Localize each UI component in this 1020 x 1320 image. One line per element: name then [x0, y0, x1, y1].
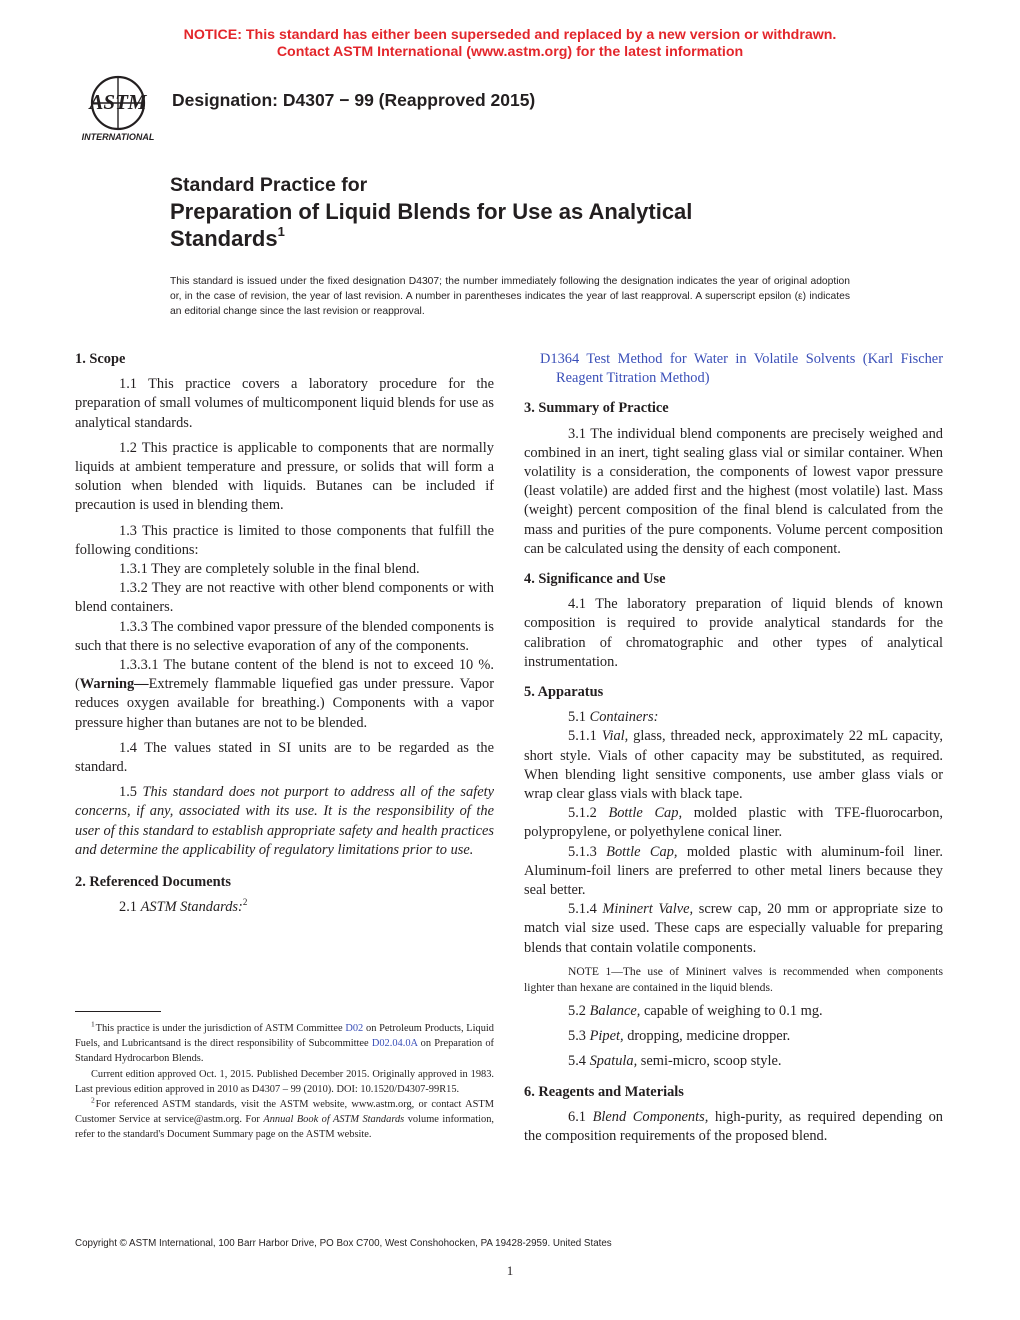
para-5-4-num: 5.4 [568, 1053, 586, 1070]
para-1-3-2: 1.3.2 They are not reactive with other blend components or with blend containers. [75, 580, 494, 616]
committee-link[interactable]: D02 [345, 1023, 364, 1034]
para-2-1-num: 2.1 [119, 899, 137, 916]
subcommittee-link[interactable]: D02.04.0A [371, 1038, 418, 1050]
para-5-1-1-num: 5.1.1 [568, 728, 597, 745]
title-main: Preparation of Liquid Blends for Use as Analytical Standards [170, 199, 693, 251]
footnote-rule [75, 1011, 161, 1012]
para-5-2 [524, 1002, 943, 1021]
left-column [75, 350, 494, 917]
right-column [524, 350, 943, 1146]
footnote-2 [75, 1097, 494, 1143]
section-heading-apparatus: 5. Apparatus [524, 684, 604, 701]
para-5-3 [524, 1027, 943, 1046]
para-5-1-2-num: 5.1.2 [568, 805, 597, 822]
para-5-3-text: dropping, medicine dropper. [627, 1028, 791, 1045]
title-line-2 [170, 198, 790, 252]
footnote-1 [75, 1021, 494, 1067]
para-1-1: 1.1 This practice covers a laboratory procedure for the preparation of small volumes of multicomponent liquid blends for use as analytical standards. [75, 376, 494, 431]
para-5-1-num: 5.1 [568, 709, 586, 726]
para-5-2-text: capable of weighing to 0.1 mg. [643, 1002, 823, 1019]
footnote-1-text-c: on Preparation of Standard Hydrocarbon Blends. [75, 1038, 494, 1065]
para-5-1-1-text: glass, threaded neck, approximately 22 mL capacity, short style. Vials of other capacity may be substituted, as required. When blending light sensitive components, use amber glass vials or wrap clear glass vials with black tape. [524, 728, 943, 803]
page-number: 1 [506, 1263, 514, 1278]
para-1-3-3-1-a: 1.3.3.1 The butane content of the blend is not to exceed 10 %. ( [75, 657, 494, 693]
para-5-1-2-text: molded plastic with TFE-fluorocarbon, polypropylene, or polyethylene conical liner. [524, 805, 943, 841]
footnotes [75, 1021, 494, 1143]
para-5-1-2 [524, 804, 943, 842]
para-5-4 [524, 1052, 943, 1071]
para-5-2-num: 5.2 [568, 1002, 586, 1019]
para-5-4-term: Spatula, [589, 1053, 638, 1070]
para-5-1-4 [524, 900, 943, 958]
para-5-1-1 [524, 727, 943, 804]
para-1-3-3-1 [75, 656, 494, 733]
footnote-2-text-a: For referenced ASTM standards, visit the ASTM website, www.astm.org, or contact ASTM Customer Service at service@astm.org. For [75, 1099, 494, 1126]
astm-logo-mark [74, 74, 162, 144]
para-1-3: 1.3 This practice is limited to those components that fulfill the following conditions: [75, 522, 494, 558]
logo-subtext: INTERNATIONAL [81, 132, 155, 142]
copyright: Copyright © ASTM International, 100 Barr Harbor Drive, PO Box C700, West Conshohocken, PA 19428-2959. United States [75, 1238, 612, 1249]
footnote-1-text-b: on Petroleum Products, Liquid Fuels, and Lubricantsand is the direct responsibility of Subcommittee [75, 1023, 494, 1050]
note-1: NOTE 1—The use of Mininert valves is recommended when components lighter than hexane are contained in the liquid blends. [524, 964, 943, 994]
para-5-3-num: 5.3 [568, 1028, 586, 1045]
para-1-3-3: 1.3.3 The combined vapor pressure of the blended components is such that there is no selective evaporation of any of the components. [75, 618, 494, 654]
para-2-1 [75, 898, 494, 917]
section-heading-significance: 4. Significance and Use [524, 571, 666, 588]
para-1-4: 1.4 The values stated in SI units are to be regarded as the standard. [75, 739, 494, 776]
d1364-link[interactable]: D1364 [540, 351, 580, 367]
astm-logo [74, 74, 162, 144]
para-1-3-1: 1.3.1 They are completely soluble in the final blend. [119, 561, 420, 578]
notice-line-1: NOTICE: This standard has either been superseded and replaced by a new version or withdrawn. [183, 27, 837, 43]
para-5-3-term: Pipet, [589, 1028, 624, 1045]
para-2-1-text: ASTM Standards: [140, 899, 243, 916]
footnote-1-mark: 1 [91, 1019, 95, 1029]
para-6-1-num: 6.1 [568, 1108, 586, 1125]
reference-d1364 [524, 350, 943, 388]
para-2-1-sup: 2 [242, 897, 248, 908]
footnote-1-text-a: This practice is under the jurisdiction of ASTM Committee [95, 1023, 343, 1034]
notice-line-2: Contact ASTM International (www.astm.org) for the latest information [276, 44, 744, 60]
logo-mark-text: ASTM [89, 90, 147, 114]
para-1-5-num: 1.5 [119, 784, 137, 801]
para-5-1-3-text: molded plastic with aluminum-foil liner. Aluminum-foil liners are preferred to other metal liners because they seal better. [524, 843, 943, 899]
section-heading-referenced: 2. Referenced Documents [75, 874, 231, 891]
withdrawal-notice [0, 27, 1020, 61]
para-5-1-4-term: Mininert Valve, [602, 901, 694, 918]
title-line-1: Standard Practice for [170, 174, 368, 196]
footnote-edition: Current edition approved Oct. 1, 2015. Published December 2015. Originally approved in 1983. Last previous edition approved in 2010 as D4307 – 99 (2010). DOI: 10.1520/D4307-99R15. [75, 1068, 494, 1095]
para-1-2: 1.2 This practice is applicable to components that are normally liquids at ambient temperature and pressure, or solids that will form a solution when blended with liquids. Butanes can be included if precaution is used in blending them. [75, 439, 494, 514]
para-5-4-text: semi-micro, scoop style. [640, 1053, 782, 1070]
para-4-1: 4.1 The laboratory preparation of liquid blends of known composition is required to provide analytical standards for the calibration of chromatographic and other types of analytical instrumentation. [524, 596, 943, 670]
para-5-1-term: Containers: [589, 709, 659, 726]
para-6-1 [524, 1108, 943, 1146]
para-1-5 [75, 783, 494, 860]
para-5-1-2-term: Bottle Cap, [608, 805, 683, 822]
footnote-2-text-b: volume information, refer to the standard's Document Summary page on the ASTM website. [75, 1114, 495, 1141]
para-6-1-term: Blend Components, [592, 1108, 709, 1125]
para-5-1-3 [524, 843, 943, 901]
para-1-5-text: This standard does not purport to address all of the safety concerns, if any, associated with its use. It is the responsibility of the user of this standard to establish appropriate safety and health practices and determine the applicability of regulatory limitations prior to use. [75, 784, 494, 858]
d1364-title-link[interactable]: Test Method for Water in Volatile Solvents (Karl Fischer Reagent Titration Method) [556, 351, 943, 387]
footnote-2-mark: 2 [91, 1095, 95, 1105]
para-5-1-3-term: Bottle Cap, [606, 843, 678, 860]
section-heading-scope: 1. Scope [75, 351, 126, 367]
para-3-1: 3.1 The individual blend components are precisely weighed and combined in an inert, tight sealing glass vial or similar container. When volatility is a consideration, the components of lowest vapor pressure (least volatile) are added first and the highest (most volatile) last. Mass (weight) percent composition of the final blend is calculated from the mass and purities of the pure components. Volume percent composition can be calculated using the density of each component. [524, 425, 943, 557]
para-5-1-4-num: 5.1.4 [568, 901, 597, 918]
para-1-3-3-1-b: Extremely flammable liquefied gas under pressure. Vapor reduces oxygen available for breathing.) Components with a vapor pressure higher than butanes are not to be blended. [75, 676, 494, 731]
designation: Designation: D4307 − 99 (Reapproved 2015) [172, 90, 536, 110]
para-5-2-term: Balance, [589, 1002, 641, 1019]
para-5-1-3-num: 5.1.3 [568, 843, 597, 860]
warning-label: Warning— [79, 676, 149, 693]
para-5-1 [524, 708, 943, 727]
para-6-1-text: high-purity, as required depending on the composition requirements of the proposed blend. [524, 1108, 943, 1144]
section-heading-summary: 3. Summary of Practice [524, 400, 669, 417]
intro-paragraph: This standard is issued under the fixed designation D4307; the number immediately following the designation indicates the year of original adoption or, in the case of revision, the year of last revision. A number in parentheses indicates the year of last reapproval. A superscript epsilon (ε) indicates an editorial change since the last revision or reapproval. [170, 276, 850, 317]
para-5-1-4-text: screw cap, 20 mm or appropriate size to match vial size used. These caps are especially valuable for preparing blends that contain volatile components. [524, 901, 943, 956]
footnote-2-italic: Annual Book of ASTM Standards [263, 1114, 405, 1126]
title-footnote-mark: 1 [277, 224, 285, 239]
section-heading-reagents: 6. Reagents and Materials [524, 1083, 684, 1100]
para-5-1-1-term: Vial, [601, 728, 629, 745]
